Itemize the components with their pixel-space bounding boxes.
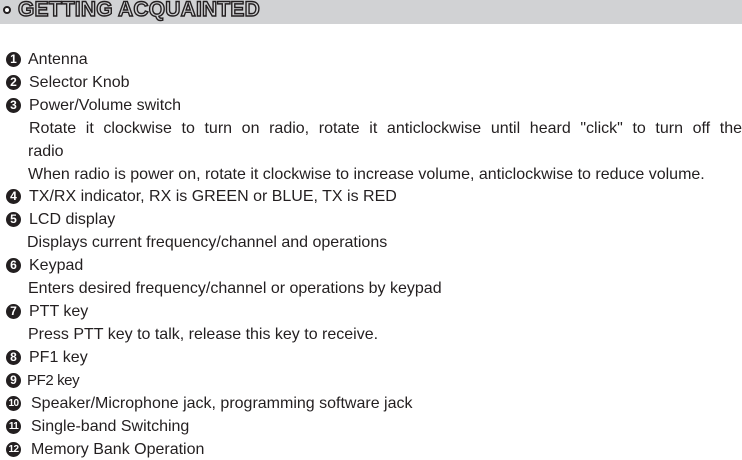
item-number-badge: 10 xyxy=(6,396,21,411)
item-number-badge: 9 xyxy=(6,373,21,388)
item-label: PTT key xyxy=(29,303,89,320)
item-label: Selector Knob xyxy=(29,74,130,91)
item-description: When radio is power on, rotate it clockwise to increase volume, anticlockwise to reduce volume. xyxy=(28,166,705,183)
item-label: Memory Bank Operation xyxy=(31,441,205,458)
item-label: Speaker/Microphone jack, programming software jack xyxy=(31,395,413,412)
item-description-continued: radio xyxy=(28,143,64,160)
item-description: Press PTT key to talk, release this key to receive. xyxy=(28,326,379,343)
item-number-badge: 7 xyxy=(6,304,21,319)
item-number-badge: 11 xyxy=(6,419,21,434)
item-number-badge: 3 xyxy=(6,98,21,113)
section-title: GETTING ACQUAINTED xyxy=(18,0,260,21)
item-number-badge: 2 xyxy=(6,75,21,90)
item-number-badge: 8 xyxy=(6,350,21,365)
item-label: PF2 key xyxy=(27,372,80,389)
item-description: Enters desired frequency/channel or operations by keypad xyxy=(28,280,442,297)
item-number-badge: 4 xyxy=(6,189,21,204)
item-label: LCD display xyxy=(29,211,116,228)
section-header xyxy=(0,0,742,24)
item-number-badge: 12 xyxy=(6,442,21,457)
item-description: Rotate it clockwise to turn on radio, rotate it anticlockwise until heard "click" to turn off the xyxy=(29,120,742,137)
circle-bullet-icon xyxy=(3,6,11,14)
item-label: PF1 key xyxy=(29,349,88,366)
item-number-badge: 5 xyxy=(6,212,21,227)
item-number-badge: 1 xyxy=(6,52,21,67)
item-description: Displays current frequency/channel and operations xyxy=(27,234,388,251)
item-label: TX/RX indicator, RX is GREEN or BLUE, TX is RED xyxy=(29,188,397,205)
item-label: Power/Volume switch xyxy=(29,97,182,114)
item-number-badge: 6 xyxy=(6,258,21,273)
item-label: Antenna xyxy=(28,51,88,68)
item-label: Single-band Switching xyxy=(31,418,190,435)
item-label: Keypad xyxy=(29,257,84,274)
